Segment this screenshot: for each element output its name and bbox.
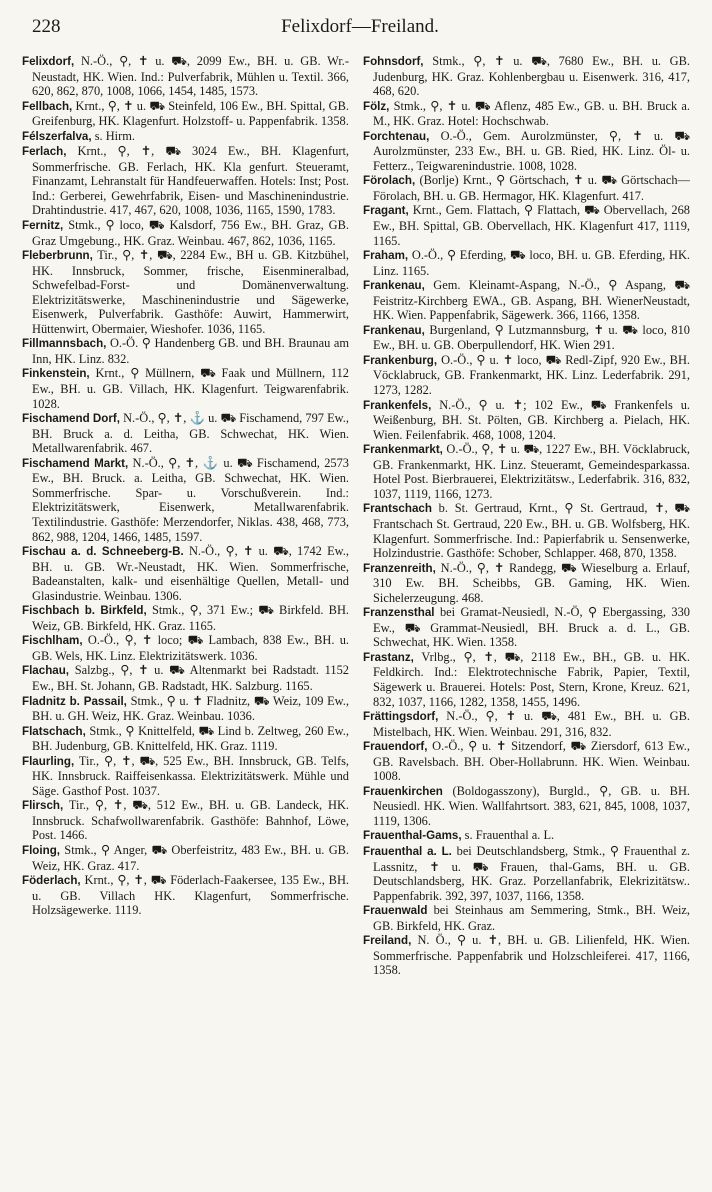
directory-entry — [363, 248, 690, 278]
entry-headword: Franzenreith, — [363, 561, 436, 575]
entry-text: Krnt., ⚲, ✝, ⛟ Föderlach-Faakersee, 135 Ew., BH. u. GB. Villach HK. Klagenfurt, Sommerfrische. Holzsägewerke. 1119. — [32, 873, 349, 918]
entry-headword: Föderlach, — [22, 874, 81, 888]
directory-entry — [22, 544, 349, 603]
entry-text: Salzbg., ⚲, ✝ u. ⛟ Altenmarkt bei Radstadt. 1152 Ew., BH. St. Johann, GB. Radstadt, HK. Salzburg. 1165. — [32, 663, 349, 693]
directory-entry — [363, 173, 690, 203]
directory-entry — [363, 501, 690, 560]
directory-entry — [22, 411, 349, 456]
directory-entry — [363, 323, 690, 353]
entry-text: O.-Ö., Gem. Aurolzmünster, ⚲, ✝ u. ⛟ Aurolzmünster, 233 Ew., BH. u. GB. Ried, HK. Linz. Öl- u. Fetterz., Teigwarenindustrie. 1008, 1028. — [373, 128, 690, 173]
directory-entry — [22, 724, 349, 754]
entry-text: N.-Ö., ⚲ u. ✝; 102 Ew., ⛟ Frankenfels u. Weißenburg, BH. St. Pölten, GB. Kirchberg a. Pielach, HK. Wien. Feilenfabrik. 468, 1008, 1204. — [373, 397, 690, 442]
entry-headword: Fohnsdorf, — [363, 55, 424, 68]
entry-headword: Flachau, — [22, 664, 70, 678]
entry-text: Stmk., ⚲, ✝ u. ⛟ Aflenz, 485 Ew., GB. u. BH. Bruck a. M., HK. Graz. Hotel: Hochschwab. — [373, 98, 690, 129]
directory-entry — [363, 353, 690, 398]
directory-entry — [22, 663, 349, 693]
directory-entry — [22, 336, 349, 366]
page-number: 228 — [32, 16, 61, 37]
directory-entry — [22, 798, 349, 843]
directory-entry — [363, 903, 690, 933]
entry-text: O.-Ö., ⚲, ✝ u. ⛟, 1227 Ew., BH. Vöcklabruck, GB. Frankenmarkt, HK. Linz. Steueramt, Gemeindesparkassa. Hotel Post. Bierbrauerei, Elektrizitätsw., Lederfabrik. 316, 832, 1037, 1119, 1166, 1273. — [373, 442, 690, 501]
directory-entry — [363, 561, 690, 606]
entry-headword: Forchtenau, — [363, 129, 430, 143]
entry-headword: Fischau a. d. Schneeberg-B. — [22, 545, 184, 559]
entry-headword: Franzensthal — [363, 606, 435, 620]
entry-headword: Félszerfalva, — [22, 129, 92, 143]
entry-headword: Fölz, — [363, 99, 390, 113]
entry-headword: Floing, — [22, 843, 60, 857]
directory-entry — [363, 203, 690, 248]
entry-text: N. Ö., ⚲ u. ✝, BH. u. GB. Lilienfeld, HK. Wien. Sommerfrische. Pappenfabrik und Holzschleiferei. 417, 1166, 1358. — [373, 933, 690, 978]
entry-text: O.-Ö. ⚲ Handenberg GB. und BH. Braunau am Inn, HK. Linz. 832. — [32, 336, 349, 366]
entry-headword: Frauenthal-Gams, — [363, 829, 462, 843]
directory-entry — [363, 605, 690, 650]
entry-headword: Fischamend Dorf, — [22, 412, 120, 426]
directory-entry — [22, 129, 349, 145]
entry-text: Krnt., ⚲, ✝ u. ⛟ Steinfeld, 106 Ew., BH. Spittal, GB. Greifenburg, HK. Klagenfurt. Holzstoff- u. Pappenfabrik. 1358. — [32, 98, 349, 129]
entry-headword: Frankenau, — [363, 323, 425, 337]
entry-text: Krnt., ⚲ Müllnern, ⛟ Faak und Müllnern, 112 Ew., BH. u. GB. Villach, HK. Klagenfurt. Teigwarenfabrik. 1028. — [32, 366, 349, 411]
directory-entry — [363, 398, 690, 443]
entry-text: Stmk., ⚲, 371 Ew.; ⛟ Birkfeld. BH. Weiz, GB. Birkfeld, HK. Graz. 1165. — [32, 603, 349, 633]
directory-entry — [22, 99, 349, 129]
entry-headword: Fischbach b. Birkfeld, — [22, 604, 147, 618]
entry-text: Stmk., ⚲, ✝ u. ⛟, 7680 Ew., BH. u. GB. Judenburg, HK. Graz. Kohlenbergbau u. Eisenwerk. 316, 417, 468, 620. — [373, 54, 690, 99]
entry-text: Burgenland, ⚲ Lutzmannsburg, ✝ u. ⛟ loco, 810 Ew., BH. u. GB. Oberpullendorf, HK. Wien 291. — [373, 322, 690, 353]
entry-text: N.-Ö., ⚲, ✝ Randegg, ⛟ Wieselburg a. Erlauf, 310 Ew. BH. Scheibbs, GB. Gaming, HK. Wien. Sichelerzeugung. 468. — [373, 560, 690, 605]
directory-entry — [22, 603, 349, 633]
directory-entry — [22, 633, 349, 663]
entry-headword: Frantschach — [363, 502, 432, 516]
entry-headword: Fraham, — [363, 249, 409, 263]
directory-entry — [22, 843, 349, 873]
entry-headword: Ferlach, — [22, 145, 67, 159]
entry-headword: Flirsch, — [22, 799, 64, 813]
entry-text: Gem. Kleinamt-Aspang, N.-Ö., ⚲ Aspang, ⛟ Feistritz-Kirchberg EWA., GB. Aspang, BH. WienerNeustadt, HK. Wien. Pappenfabrik, Sägewerk. 366, 1166, 1358. — [373, 278, 690, 323]
entry-headword: Fillmannsbach, — [22, 337, 107, 351]
page-title: Felixdorf—Freiland. — [281, 16, 439, 37]
entry-headword: Fischamend Markt, — [22, 456, 129, 470]
entry-headword: Frauenwald — [363, 904, 428, 918]
directory-entry — [22, 144, 349, 218]
entry-text: Krnt., ⚲, ✝, ⛟ 3024 Ew., BH. Klagenfurt, Sommerfrische. GB. Ferlach, HK. Kla genfurt. Steueramt, Finanzamt, Lehranstalt für Handfeuerwaffen. Hotels: Inst; Post. Ind.: Gerberei, Gewehrfabrik, Eisen- und Maschinenindustrie. Drahtindustrie. 417, 467, 620, 1008, 1036, 1165, 1590, 1783. — [32, 144, 349, 218]
entry-text: Stmk., ⚲ Anger, ⛟ Oberfeistritz, 483 Ew., BH. u. GB. Weiz, HK. Graz. 417. — [32, 842, 349, 873]
directory-entry — [22, 366, 349, 411]
directory-entry — [363, 739, 690, 784]
entry-text: N.-Ö., ⚲, ✝ u. ⛟, 2099 Ew., BH. u. GB. Wr.-Neustadt, HK. Wien. Ind.: Pulverfabrik, Mühlen u. Textil. 366, 620, 862, 870, 1008, 1066, 1454, 1485, 1573. — [32, 54, 349, 99]
entry-text: O.-Ö., ⚲ u. ✝ Sitzendorf, ⛟ Ziersdorf, 613 Ew., GB. Ravelsbach. BH. Ober-Hollabrunn. HK. Wien. Weinbau. 1008. — [373, 739, 690, 784]
entry-headword: Felixdorf, — [22, 55, 75, 68]
directory-entry — [363, 784, 690, 829]
entry-headword: Fleberbrunn, — [22, 249, 93, 263]
entry-text: Krnt., Gem. Flattach, ⚲ Flattach, ⛟ Obervellach, 268 Ew., BH. Spittal, GB. Obervellach, HK. Klagenfurt 417, 1119, 1165. — [373, 203, 690, 248]
entry-text: Stmk., ⚲ u. ✝ Fladnitz, ⛟ Weiz, 109 Ew., BH. u. GH. Weiz, HK. Graz. Weinbau. 1036. — [32, 693, 349, 724]
directory-entry — [363, 54, 690, 99]
entry-headword: Frastanz, — [363, 650, 414, 664]
entry-headword: Fischlham, — [22, 634, 83, 648]
entry-text: Vrlbg., ⚲, ✝, ⛟, 2118 Ew., BH., GB. u. HK. Feldkirch. Ind.: Elektrotechnische Fabrik, Papier, Textil, Sägewerk u. Brauerei. Hotels: Post, Stern, Krone, Kreuz. 621, 832, 1037, 1166, 1282, 1358, 1455, 1496. — [373, 649, 690, 709]
directory-entry — [363, 828, 690, 844]
directory-entry — [22, 218, 349, 248]
directory-entry — [363, 709, 690, 739]
entry-text: b. St. Gertraud, Krnt., ⚲ St. Gertraud, ✝, ⛟ Frantschach St. Gertraud, 220 Ew., BH. u. GB. Wolfsberg, HK. Klagenfurt. Sommerfrische. Ind.: Papierfabrik u. Sensenwerke, Holzindustrie. Gasthöfe: Schober, Schlapper. 468, 870, 1358. — [373, 501, 690, 561]
entry-text: Stmk., ⚲ Knittelfeld, ⛟ Lind b. Zeltweg, 260 Ew., BH. Judenburg, GB. Knittelfeld, HK. Graz. 1119. — [32, 723, 349, 754]
entry-text: N.-Ö., ⚲, ✝ u. ⛟, 1742 Ew., BH. u. GB. Wr.-Neustadt, HK. Wien. Sommerfrische, Badeanstalten, kalk- und eisenhältige Quellen, Metall- und Glasindustrie. Weinbau. 1306. — [32, 544, 349, 603]
directory-entry — [363, 650, 690, 709]
directory-entry — [363, 844, 690, 903]
entry-headword: Frankenfels, — [363, 398, 432, 412]
directory-entry — [363, 129, 690, 174]
page-header — [30, 14, 690, 40]
directory-entry — [22, 456, 349, 544]
right-column — [363, 54, 690, 978]
entry-text: (Borlje) Krnt., ⚲ Görtschach, ✝ u. ⛟ Görtschach—Förolach, BH. u. GB. Hermagor, HK. Klagenfurt. 417. — [373, 173, 690, 203]
directory-entry — [22, 694, 349, 724]
entry-headword: Freiland, — [363, 934, 412, 948]
directory-entry — [22, 54, 349, 99]
entry-text: N.-Ö., ⚲, ✝, ⚓ u. ⛟ Fischamend, 797 Ew., BH. Bruck a. d. Leitha, GB. Schwechat, HK. Wien. Metallwarenfabrik. 467. — [32, 411, 349, 456]
entry-text: Tir., ⚲, ✝, ⛟, 512 Ew., BH. u. GB. Landeck, HK. Innsbruck. Schafwollwarenfabrik. Gasthöfe: Bahnhof, Löwe, Post. 1466. — [32, 798, 349, 843]
entry-text: N.-Ö., ⚲, ✝, ⚓ u. ⛟ Fischamend, 2573 Ew., BH. Bruck. a. Leitha, GB. Schwechat, HK. Wien. Sommerfrische. Spar- u. Vorschußverein. Ind.: Elektrizitätswerk, Eisenwerk, Metallwarenfabrik. Textilindustrie. Gasthöfe: Merzendorfer, Niklas. 438, 468, 773, 862, 988, 1204, 1466, 1485, 1597. — [32, 455, 349, 544]
entry-headword: Frauenkirchen — [363, 784, 443, 798]
entry-text: s. Hirm. — [91, 128, 135, 143]
entry-headword: Finkenstein, — [22, 367, 90, 381]
entry-text: s. Frauenthal a. L. — [461, 828, 555, 843]
entry-headword: Fellbach, — [22, 99, 73, 113]
entry-columns — [22, 54, 690, 978]
entry-text: bei Steinhaus am Semmering, Stmk., BH. Weiz, GB. Birkfeld, HK. Graz. — [373, 903, 690, 933]
entry-headword: Frankenburg, — [363, 353, 438, 367]
entry-headword: Frauendorf, — [363, 740, 428, 754]
entry-text: Tir., ⚲, ✝, ⛟, 2284 Ew., BH u. GB. Kitzbühel, HK. Innsbruck, Sommer, frische, Eisenmineralbad, Schwefelbad-Forst- und Domänenverwaltung. Elektrizitätswerke, Maschinenindustrie und Sägewerke, Eisenwerk, Pulverfabrik. Gasthöfe: Auwirt, Hammerwirt, Hüttenwirt, Obermaier, Wieshofer. 1036, 1165. — [32, 248, 349, 336]
entry-headword: Fernitz, — [22, 219, 64, 233]
entry-headword: Frauenthal a. L. — [363, 844, 452, 858]
entry-text: N.-Ö., ⚲, ✝ u. ⛟, 481 Ew., BH. u. GB. Mistelbach, HK. Wien. Weinbau. 291, 316, 832. — [373, 709, 690, 739]
directory-entry — [22, 873, 349, 918]
entry-text: O.-Ö., ⚲ Eferding, ⛟ loco, BH. u. GB. Eferding, HK. Linz. 1165. — [373, 248, 690, 278]
entry-headword: Frankenmarkt, — [363, 443, 443, 457]
entry-text: O.-Ö., ⚲, ✝ loco; ⛟ Lambach, 838 Ew., BH. u. GB. Wels, HK. Linz. Elektrizitätswerk. 1036. — [32, 633, 349, 663]
entry-text: bei Gramat-Neusiedl, N.-Ö, ⚲ Ebergassing, 330 Ew., ⛟ Grammat-Neusiedl, BH. Bruck a. d. L., GB. Schwechat, HK. Wien. 1358. — [373, 605, 690, 650]
entry-text: O.-Ö., ⚲ u. ✝ loco, ⛟ Redl-Zipf, 920 Ew., BH. Vöcklabruck, GB. Frankenmarkt, HK. Linz. Lederfabrik. 291, 1273, 1282. — [373, 352, 690, 398]
left-column — [22, 54, 349, 978]
entry-headword: Flatschach, — [22, 724, 86, 738]
entry-headword: Förolach, — [363, 174, 416, 188]
entry-headword: Flaurling, — [22, 754, 75, 768]
directory-entry — [22, 248, 349, 336]
entry-headword: Frankenau, — [363, 279, 425, 293]
directory-entry — [363, 442, 690, 501]
directory-entry — [363, 933, 690, 978]
entry-headword: Fragant, — [363, 204, 409, 218]
entry-text: Stmk., ⚲ loco, ⛟ Kalsdorf, 756 Ew., BH. Graz, GB. Graz Umgebung., HK. Graz. Weinbau. 467, 862, 1036, 1165. — [32, 218, 349, 248]
directory-entry — [363, 99, 690, 129]
entry-headword: Fladnitz b. Passail, — [22, 694, 127, 708]
directory-entry — [363, 278, 690, 323]
entry-text: Tir., ⚲, ✝, ⛟, 525 Ew., BH. Innsbruck, GB. Telfs, HK. Innsbruck. Raiffeisenkassa. Elektrizitätswerk. Mühle und Säge. Gasthof Post. 1037. — [32, 753, 349, 798]
entry-headword: Frättingsdorf, — [363, 710, 439, 724]
entry-text: (Boldogasszony), Burgld., ⚲, GB. u. BH. Neusiedl. HK. Wien. Wallfahrtsort. 383, 621, 845, 1008, 1037, 1119, 1306. — [373, 783, 690, 828]
directory-entry — [22, 754, 349, 799]
entry-text: bei Deutschlandsberg, Stmk., ⚲ Frauenthal z. Lassnitz, ✝ u. ⛟ Frauen, thal-Gams, BH. u. GB. Deutschlandsberg, HK. Graz. Porzellanfabrik, Elekrizitätsw.. Pappenfabrik. 392, 397, 1037, 1166, 1358. — [373, 843, 690, 903]
